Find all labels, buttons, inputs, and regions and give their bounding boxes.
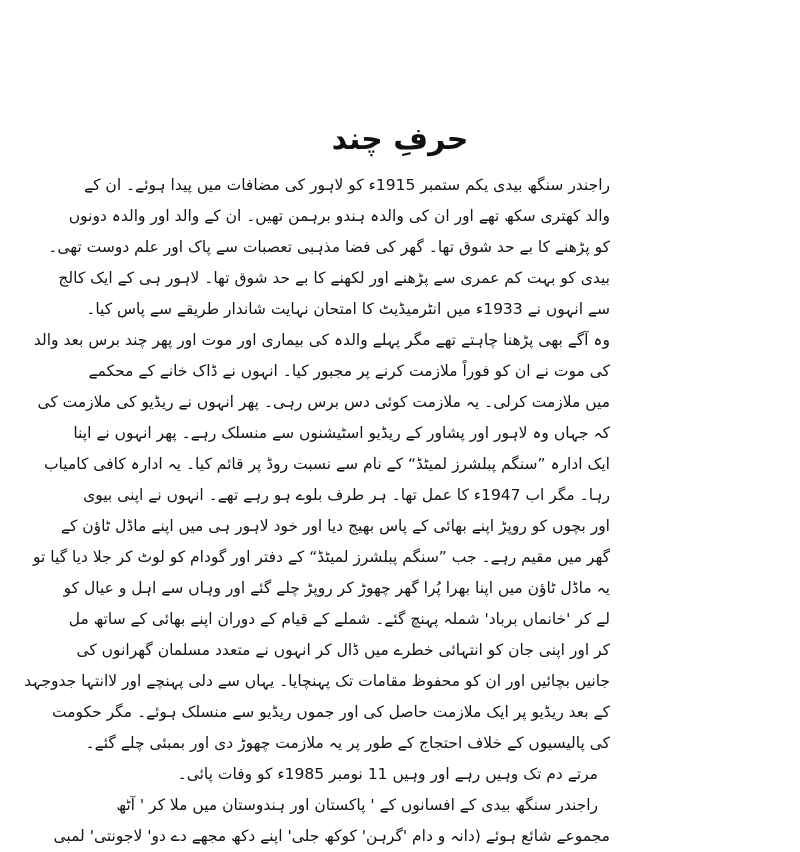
text-line: والد کھتری سکھ تھے اور ان کی والدہ ہندو برہمن تھیں۔ ان کے والد اور والدہ دونوں xyxy=(68,207,610,225)
text-line: مرتے دم تک وہیں رہے اور وہیں 11 نومبر 1985ء کو وفات پائی۔ xyxy=(177,765,598,783)
text-line: اور بچوں کو روپڑ اپنے بھائی کے پاس بھیج دیا اور خود لاہور ہی میں اپنے ماڈل ٹاؤن کے xyxy=(60,517,610,535)
text-line: کی موت نے ان کو فوراً ملازمت کرنے پر مجبور کیا۔ انہوں نے ڈاک خانے کے محکمے xyxy=(88,362,610,380)
text-line: میں ملازمت کرلی۔ یہ ملازمت کوئی دس برس رہی۔ پھر انہوں نے ریڈیو کی ملازمت کی xyxy=(37,393,610,411)
text-line: جانیں بچائیں اور ان کو محفوظ مقامات تک پہنچایا۔ یہاں سے دلی پہنچے اور لاانتہا جدوجہد xyxy=(24,672,610,690)
text-line: مجموعے شائع ہوئے (دانہ و دام 'گرہن' کوکھ جلی' اپنے دکھ مجھے دے دو' لاجونتی' لمبی xyxy=(53,827,610,845)
body-text xyxy=(24,170,610,852)
text-line: بیدی کو بہت کم عمری سے پڑھنے اور لکھنے کا بے حد شوق تھا۔ لاہور ہی کے ایک کالج xyxy=(58,269,610,287)
text-line: کی پالیسیوں کے خلاف احتجاج کے طور پر یہ ملازمت چھوڑ دی اور بمبئی چلے گئے۔ xyxy=(85,734,610,752)
text-line: کو پڑھنے کا بے حد شوق تھا۔ گھر کی فضا مذہبی تعصبات سے پاک اور علم دوست تھی۔ xyxy=(48,238,610,256)
text-line: کر اور اپنی جان کو انتہائی خطرے میں ڈال کر انہوں نے متعدد مسلمان گھرانوں کی xyxy=(76,641,610,659)
page-title: حرفِ چند xyxy=(331,122,469,157)
text-line: وہ آگے بھی پڑھنا چاہتے تھے مگر پہلے والدہ کی بیماری اور موت اور پھر چند برس بعد والد xyxy=(33,331,610,349)
text-line: گھر میں مقیم رہے۔ جب ”سنگم پبلشرز لمیٹڈ“ کے دفتر اور گودام کو لوٹ کر جلا دیا گیا تو xyxy=(33,548,610,566)
text-line: کہ جہاں وہ لاہور اور پشاور کے ریڈیو اسٹیشنوں سے منسلک رہے۔ پھر انہوں نے اپنا xyxy=(73,424,610,442)
text-line: کے بعد ریڈیو پر ایک ملازمت حاصل کی اور جموں ریڈیو سے منسلک ہوئے۔ مگر حکومت xyxy=(52,703,610,721)
text-line: یہ ماڈل ٹاؤن میں اپنا بھرا پُرا گھر چھوڑ کر روپڑ چلے گئے اور وہاں سے اہل و عیال کو xyxy=(63,579,610,597)
text-line: سے انہوں نے 1933ء میں انٹرمیڈیٹ کا امتحان نہایت شاندار طریقے سے پاس کیا۔ xyxy=(86,300,610,318)
text-line: لے کر 'خانماں برباد' شملہ پہنچ گئے۔ شملے کے قیام کے دوران اپنے بھائی کے ساتھ مل xyxy=(68,610,610,628)
text-line: رہا۔ مگر اب 1947ء کا عمل تھا۔ ہر طرف بلوے ہو رہے تھے۔ انہوں نے اپنی بیوی xyxy=(83,486,610,504)
text-line: راجندر سنگھ بیدی کے افسانوں کے ' پاکستان اور ہندوستان میں ملا کر ' آٹھ xyxy=(116,796,598,814)
text-line: راجندر سنگھ بیدی یکم ستمبر 1915ء کو لاہور کی مضافات میں پیدا ہوئے۔ ان کے xyxy=(84,176,610,194)
text-line: ایک ادارہ ”سنگم پبلشرز لمیٹڈ“ کے نام سے نسبت روڈ پر قائم کیا۔ یہ ادارہ کافی کامیاب xyxy=(43,455,610,473)
